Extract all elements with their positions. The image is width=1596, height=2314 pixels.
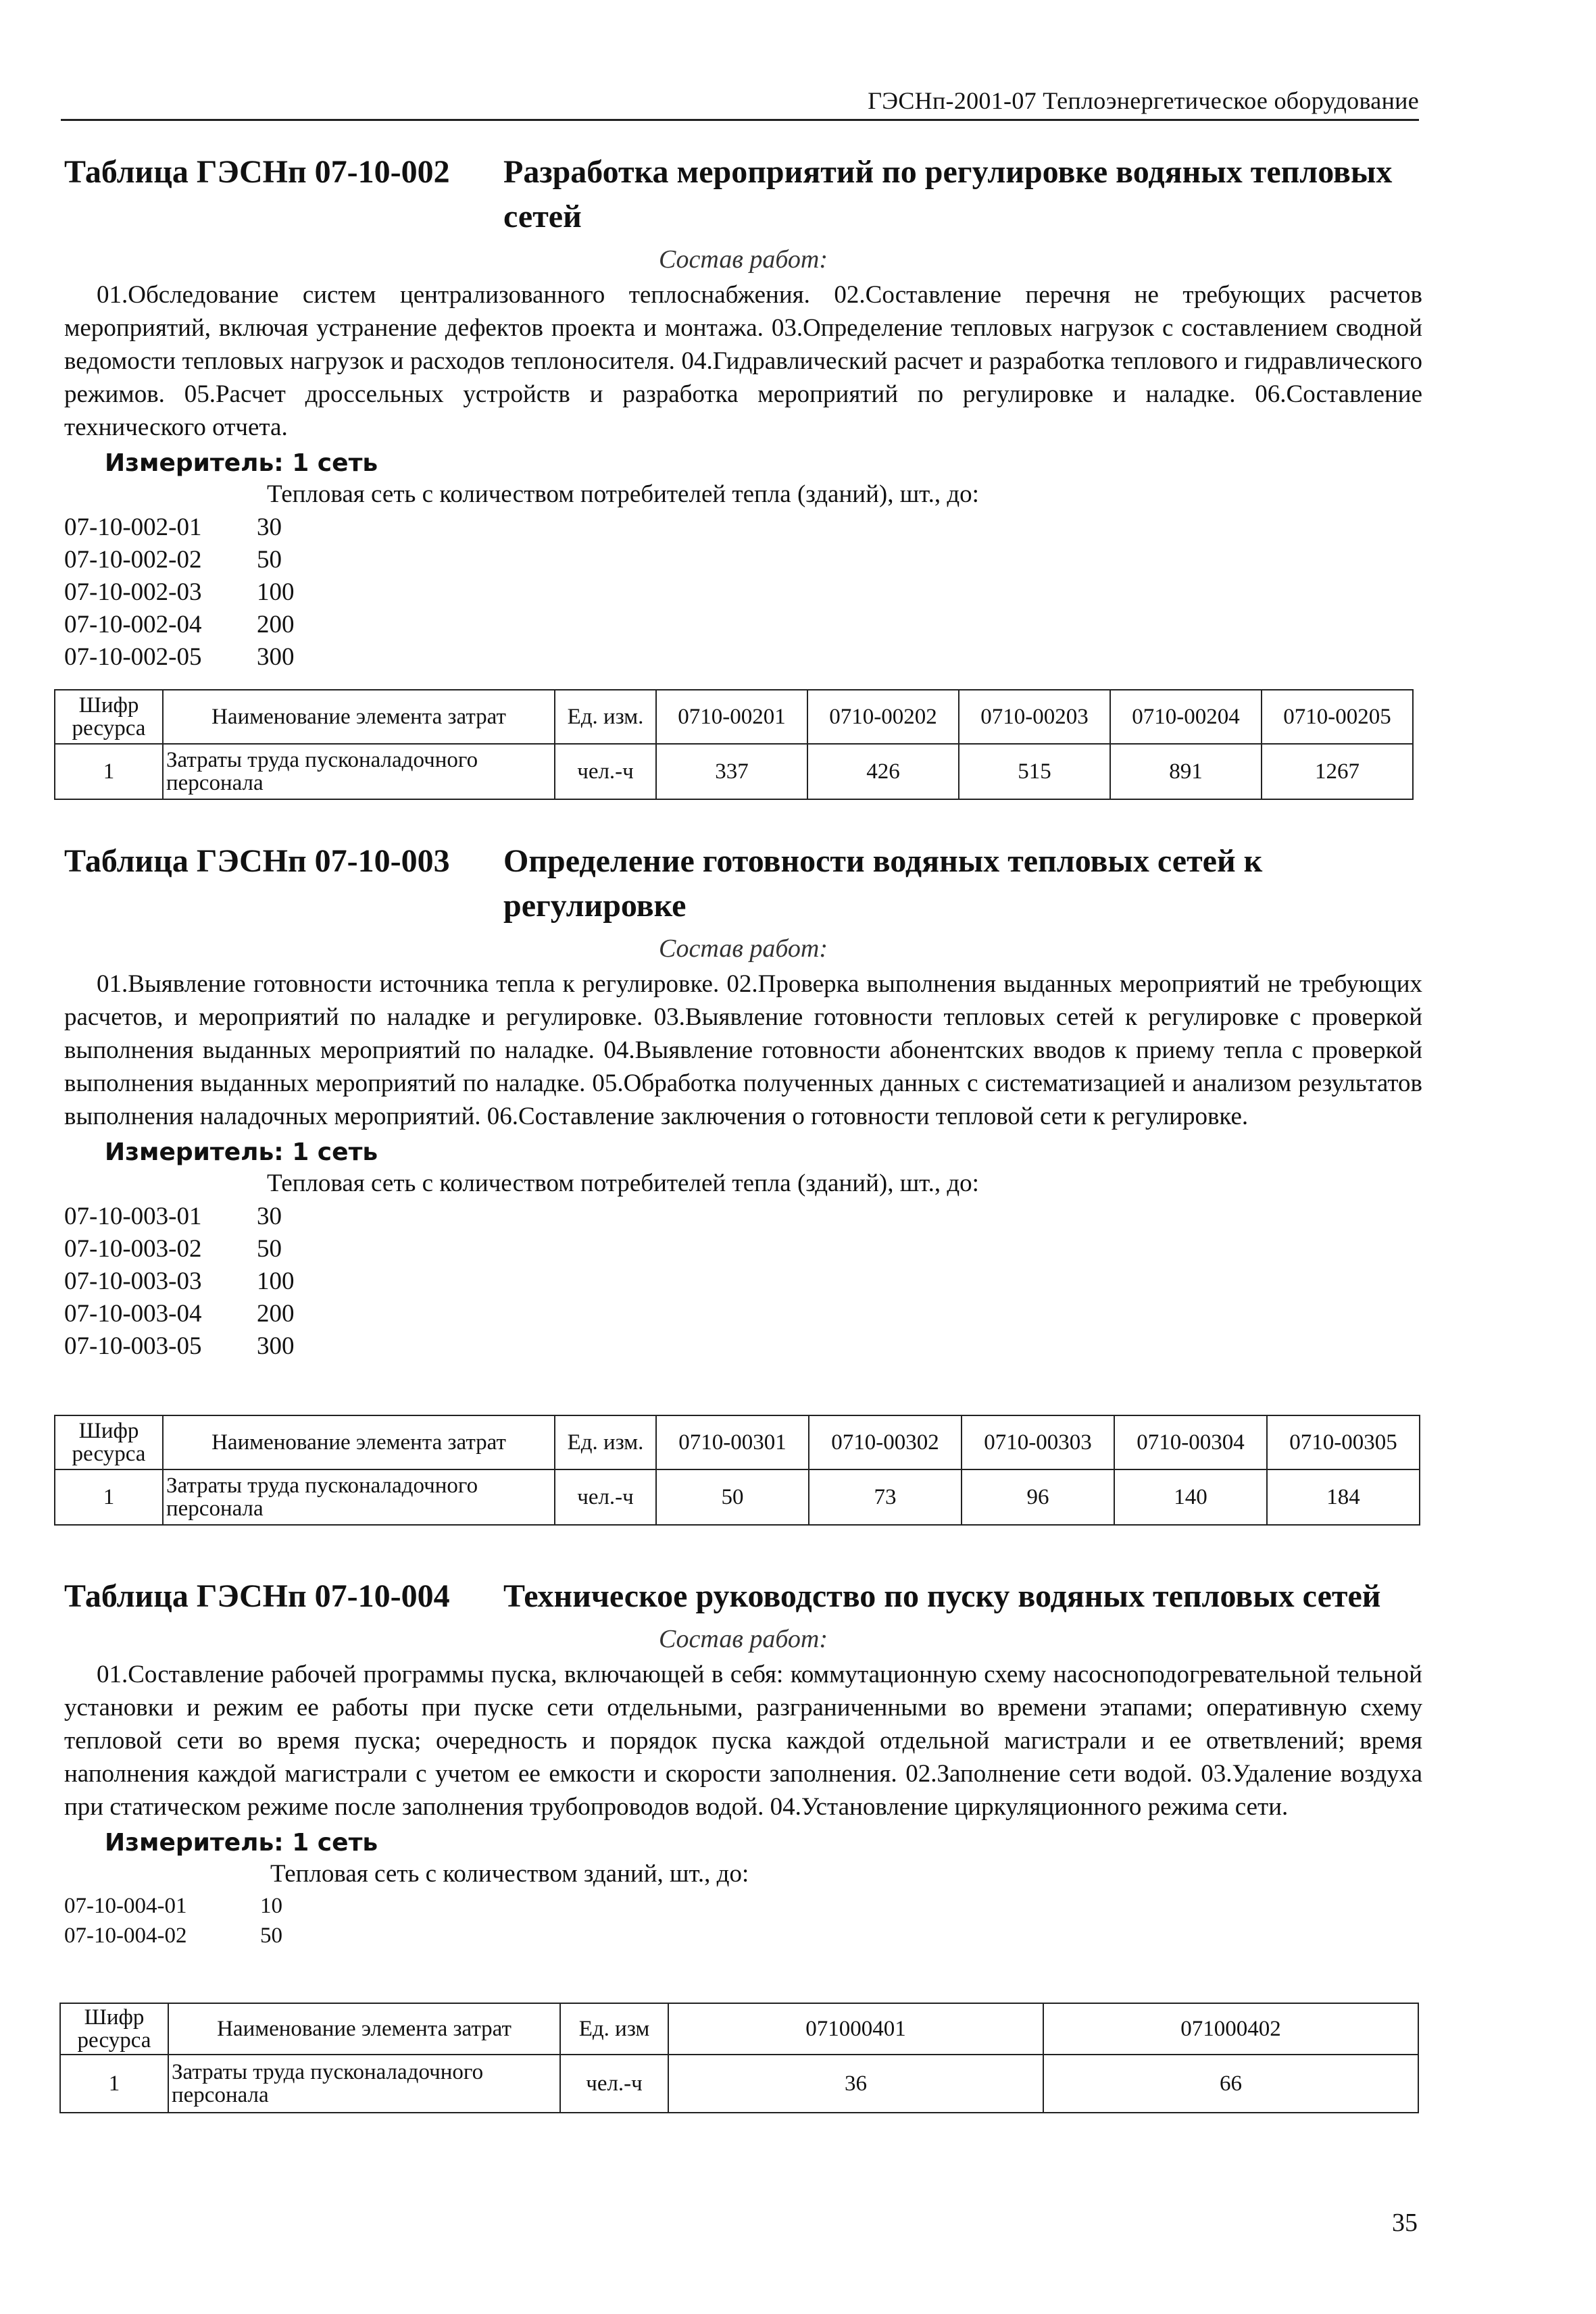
composition-text: 01.Обследование систем централизованного теплоснабжения. 02.Составление перечня не требующих расчетов мероприятий, включая устранение дефектов проекта и монтажа. 03.Определение тепловых нагрузок с составлением сводной ведомости тепловых нагрузок и расходов теплоносителя. 04.Гидравлический расчет и разработка теплового и гидравлического режимов. 05.Расчет дроссельных устройств и разработка мероприятий по регулировке и наладке. 06.Составление технического отчета.	[64, 281, 1422, 441]
item-value: 200	[257, 1300, 295, 1328]
table-title: Техническое руководство по пуску водяных тепловых сетей	[503, 1578, 1381, 1614]
item-value: 200	[257, 611, 295, 638]
header-unit: Ед. изм.	[555, 1415, 656, 1469]
code-row	[64, 1233, 1422, 1265]
header-col-code: 0710-00305	[1267, 1415, 1420, 1469]
header-name: Наименование элемента затрат	[168, 2003, 560, 2055]
row-value: 50	[656, 1469, 809, 1525]
header-unit: Ед. изм.	[555, 690, 656, 744]
row-value: 36	[668, 2055, 1043, 2113]
item-code: 07-10-004-02	[64, 1923, 187, 1948]
code-row	[64, 1891, 1422, 1921]
code-list	[64, 1201, 1422, 1363]
running-header: ГЭСНп-2001-07 Теплоэнергетическое оборудование	[61, 86, 1419, 121]
item-value: 50	[257, 1235, 282, 1263]
row-value: 515	[959, 744, 1110, 799]
code-row	[64, 1921, 1422, 1951]
composition-text: 01.Составление рабочей программы пуска, включающей в себя: коммутационную схему насосноподогревательной тельной установки и режим ее работы при пуске сети отдельными, разграниченными во времени этапами; оперативную схему тепловой сети во время пуска; очередность и порядок пуска каждой отдельной магистрали и ее ответвлений; время наполнения каждой магистрали с учетом ее емкости и скорости заполнения. 02.Заполнение сети водой. 03.Удаление воздуха при статическом режиме после заполнения трубопроводов водой. 04.Установление циркуляционного режима сети.	[64, 1661, 1422, 1821]
header-col-code: 0710-00304	[1114, 1415, 1267, 1469]
row-cipher: 1	[55, 744, 163, 799]
row-value: 73	[809, 1469, 962, 1525]
table-row	[55, 744, 1413, 799]
row-unit: чел.-ч	[560, 2055, 668, 2113]
item-code: 07-10-002-02	[64, 546, 202, 574]
item-code: 07-10-002-01	[64, 513, 202, 541]
item-code: 07-10-002-05	[64, 643, 202, 671]
table-heading	[64, 150, 1422, 239]
row-name: Затраты труда пусконаладочного персонала	[168, 2055, 560, 2113]
row-value: 1267	[1262, 744, 1413, 799]
resource-table-07-10-003	[54, 1415, 1420, 1526]
item-value: 30	[257, 513, 282, 541]
header-col-code: 0710-00301	[656, 1415, 809, 1469]
row-value: 184	[1267, 1469, 1420, 1525]
row-value: 66	[1043, 2055, 1418, 2113]
item-value: 300	[257, 1332, 295, 1360]
header-col-code: 0710-00203	[959, 690, 1110, 744]
items-caption: Тепловая сеть с количеством потребителей тепла (зданий), шт., до:	[267, 480, 979, 508]
row-value: 426	[807, 744, 959, 799]
header-col-code: 0710-00205	[1262, 690, 1413, 744]
table-title: Определение готовности водяных тепловых сетей к регулировке	[503, 843, 1263, 924]
table-code: Таблица ГЭСНп 07-10-003	[64, 843, 450, 879]
row-cipher: 1	[60, 2055, 168, 2113]
header-col-code: 0710-00303	[962, 1415, 1114, 1469]
item-value: 300	[257, 643, 295, 671]
row-value: 140	[1114, 1469, 1267, 1525]
header-col-code: 071000402	[1043, 2003, 1418, 2055]
code-row	[64, 576, 1422, 609]
item-value: 30	[257, 1203, 282, 1230]
composition-label: Состав работ:	[658, 1625, 828, 1653]
code-list	[64, 511, 1422, 674]
code-row	[64, 1298, 1422, 1330]
item-value: 100	[257, 1267, 295, 1295]
item-value: 10	[260, 1894, 282, 1918]
item-code: 07-10-003-02	[64, 1235, 202, 1263]
item-code: 07-10-003-01	[64, 1203, 202, 1230]
section-07-10-004	[64, 1574, 1422, 1951]
measure-label: Измеритель: 1 сеть	[105, 1138, 378, 1166]
header-col-code: 0710-00302	[809, 1415, 962, 1469]
row-value: 891	[1110, 744, 1262, 799]
item-code: 07-10-003-04	[64, 1300, 202, 1328]
resource-table-07-10-002	[54, 689, 1414, 800]
header-col-code: 0710-00201	[656, 690, 807, 744]
item-code: 07-10-003-05	[64, 1332, 202, 1360]
composition-label: Состав работ:	[658, 934, 828, 963]
row-unit: чел.-ч	[555, 1469, 656, 1525]
item-code: 07-10-004-01	[64, 1894, 187, 1918]
code-row	[64, 1265, 1422, 1298]
item-value: 100	[257, 578, 295, 606]
row-name: Затраты труда пусконаладочного персонала	[163, 744, 555, 799]
item-code: 07-10-003-03	[64, 1267, 202, 1295]
items-caption: Тепловая сеть с количеством потребителей тепла (зданий), шт., до:	[267, 1169, 979, 1197]
code-list	[64, 1891, 1422, 1951]
item-code: 07-10-002-04	[64, 611, 202, 638]
code-row	[64, 1201, 1422, 1233]
header-name: Наименование элемента затрат	[163, 690, 555, 744]
row-cipher: 1	[55, 1469, 163, 1525]
table-code: Таблица ГЭСНп 07-10-004	[64, 1578, 450, 1614]
section-07-10-003	[64, 839, 1422, 1363]
header-cipher: Шифр ресурса	[55, 1415, 163, 1469]
header-name: Наименование элемента затрат	[163, 1415, 555, 1469]
table-code: Таблица ГЭСНп 07-10-002	[64, 154, 450, 190]
row-name: Затраты труда пусконаладочного персонала	[163, 1469, 555, 1525]
table-heading	[64, 1574, 1422, 1619]
table-heading	[64, 839, 1422, 928]
row-value: 96	[962, 1469, 1114, 1525]
row-unit: чел.-ч	[555, 744, 656, 799]
item-value: 50	[260, 1923, 282, 1948]
measure-label: Измеритель: 1 сеть	[105, 449, 378, 477]
header-unit: Ед. изм	[560, 2003, 668, 2055]
item-code: 07-10-002-03	[64, 578, 202, 606]
header-cipher: Шифр ресурса	[55, 690, 163, 744]
resource-table-07-10-004	[59, 2003, 1419, 2113]
section-07-10-002	[64, 150, 1422, 674]
composition-label: Состав работ:	[658, 245, 828, 274]
header-cipher: Шифр ресурса	[60, 2003, 168, 2055]
code-row	[64, 544, 1422, 576]
header-col-code: 0710-00204	[1110, 690, 1262, 744]
table-header-row	[55, 1415, 1420, 1469]
page-number: 35	[1392, 2209, 1418, 2237]
table-header-row	[55, 690, 1413, 744]
table-header-row	[60, 2003, 1418, 2055]
header-col-code: 071000401	[668, 2003, 1043, 2055]
composition-text: 01.Выявление готовности источника тепла к регулировке. 02.Проверка выполнения выданных мероприятий не требующих расчетов, и мероприятий по наладке и регулировке. 03.Выявление готовности тепловых сетей к регулировке с проверкой выполнения выданных мероприятий по наладке. 04.Выявление готовности абонентских вводов к приему тепла с проверкой выполнения выданных мероприятий по наладке. 05.Обработка полученных данных с систематизацией и анализом результатов выполнения наладочных мероприятий. 06.Составление заключения о готовности тепловой сети к регулировке.	[64, 970, 1422, 1130]
header-col-code: 0710-00202	[807, 690, 959, 744]
row-value: 337	[656, 744, 807, 799]
code-row	[64, 511, 1422, 544]
code-row	[64, 609, 1422, 641]
code-row	[64, 1330, 1422, 1363]
measure-label: Измеритель: 1 сеть	[105, 1829, 378, 1857]
table-row	[60, 2055, 1418, 2113]
items-caption: Тепловая сеть с количеством зданий, шт., до:	[270, 1860, 749, 1888]
table-row	[55, 1469, 1420, 1525]
table-title: Разработка мероприятий по регулировке водяных тепловых сетей	[503, 154, 1393, 234]
item-value: 50	[257, 546, 282, 574]
code-row	[64, 641, 1422, 674]
